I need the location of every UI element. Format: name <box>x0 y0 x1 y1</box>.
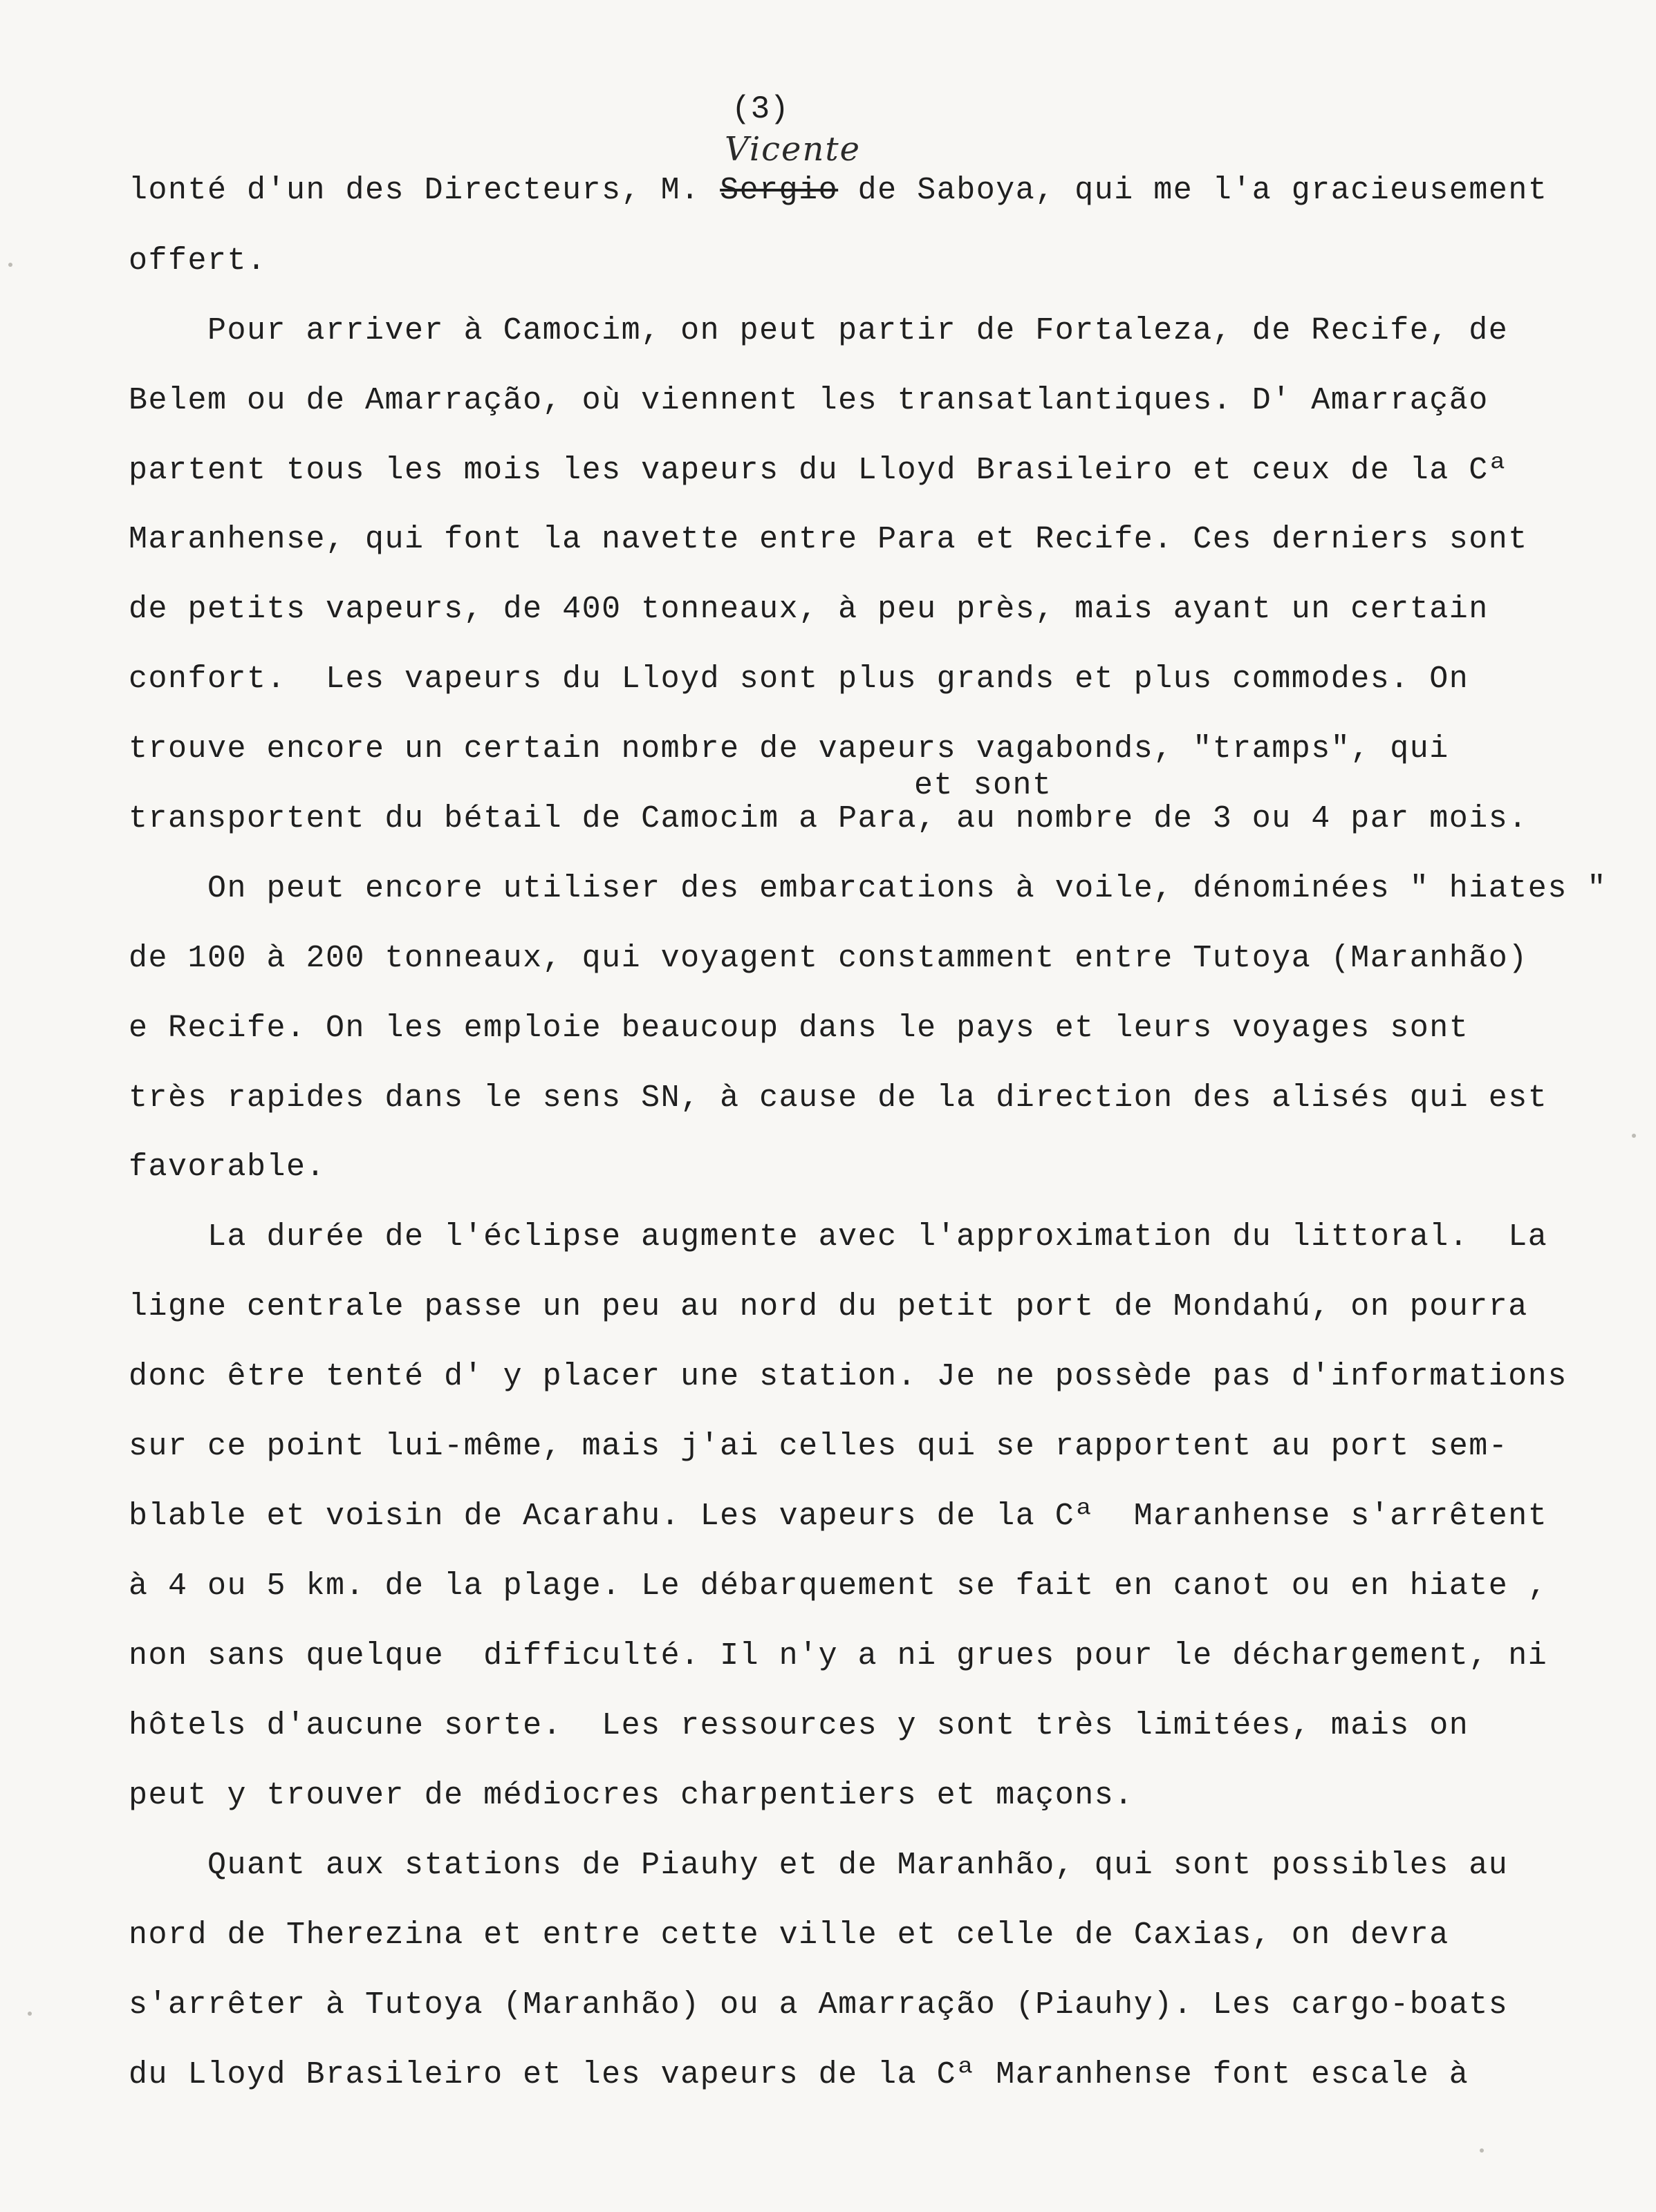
text-line: Belem ou de Amarração, où viennent les transatlantiques. D' Amarração <box>129 383 1489 418</box>
text-line: donc être tenté d' y placer une station. Je ne possède pas d'informations <box>129 1359 1567 1394</box>
text-segment: lonté d'un des Directeurs, M. <box>129 173 720 208</box>
text-line: peut y trouver de médiocres charpentiers et maçons. <box>129 1778 1134 1813</box>
text-segment: de Saboya, qui me l'a gracieusement <box>838 173 1548 208</box>
text-line: offert. <box>129 243 267 279</box>
text-line: non sans quelque difficulté. Il n'y a ni grues pour le déchargement, ni <box>129 1638 1548 1674</box>
text-line: de petits vapeurs, de 400 tonneaux, à peu près, mais ayant un certain <box>129 592 1489 627</box>
text-line: confort. Les vapeurs du Lloyd sont plus grands et plus commodes. On <box>129 662 1469 697</box>
text-line: Maranhense, qui font la navette entre Para et Recife. Ces derniers sont <box>129 522 1528 557</box>
text-line: très rapides dans le sens SN, à cause de la direction des alisés qui est <box>129 1080 1548 1116</box>
text-line: trouve encore un certain nombre de vapeurs vagabonds, "tramps", qui <box>129 731 1449 767</box>
paper-speck <box>28 2012 32 2016</box>
text-line: du Lloyd Brasileiro et les vapeurs de la Cª Maranhense font escale à <box>129 2057 1469 2092</box>
text-line: On peut encore utiliser des embarcations à voile, dénominées " hiates " <box>129 871 1607 906</box>
interlinear-insert: et sont <box>914 768 1052 803</box>
text-line <box>129 170 1547 212</box>
text-line: ligne centrale passe un peu au nord du petit port de Mondahú, on pourra <box>129 1289 1528 1324</box>
handwritten-correction: Vicente <box>725 130 862 169</box>
paper-speck <box>1480 2148 1484 2153</box>
page-number: (3) <box>732 91 789 127</box>
text-line: La durée de l'éclipse augmente avec l'approximation du littoral. La <box>129 1219 1548 1255</box>
text-line: transportent du bétail de Camocim a Para, au nombre de 3 ou 4 par mois. <box>129 801 1528 836</box>
text-line: Quant aux stations de Piauhy et de Maranhão, qui sont possibles au <box>129 1848 1509 1883</box>
text-line: partent tous les mois les vapeurs du Lloyd Brasileiro et ceux de la Cª <box>129 453 1509 488</box>
text-line: s'arrêter à Tutoya (Maranhão) ou a Amarração (Piauhy). Les cargo-boats <box>129 1987 1509 2023</box>
text-line: e Recife. On les emploie beaucoup dans le pays et leurs voyages sont <box>129 1011 1469 1046</box>
struck-word: Sergio <box>720 173 839 208</box>
text-line: favorable. <box>129 1150 326 1185</box>
paper-speck <box>8 263 12 267</box>
text-line: Pour arriver à Camocim, on peut partir de Fortaleza, de Recife, de <box>129 313 1509 348</box>
text-line: blable et voisin de Acarahu. Les vapeurs de la Cª Maranhense s'arrêtent <box>129 1499 1548 1534</box>
text-line: sur ce point lui-même, mais j'ai celles qui se rapportent au port sem- <box>129 1429 1509 1464</box>
text-line: nord de Therezina et entre cette ville et celle de Caxias, on devra <box>129 1918 1449 1953</box>
text-line: à 4 ou 5 km. de la plage. Le débarquement se fait en canot ou en hiate , <box>129 1568 1548 1604</box>
text-line: de 100 à 200 tonneaux, qui voyagent constamment entre Tutoya (Maranhão) <box>129 941 1528 976</box>
paper-speck <box>1632 1134 1636 1138</box>
text-line: hôtels d'aucune sorte. Les ressources y sont très limitées, mais on <box>129 1708 1469 1743</box>
